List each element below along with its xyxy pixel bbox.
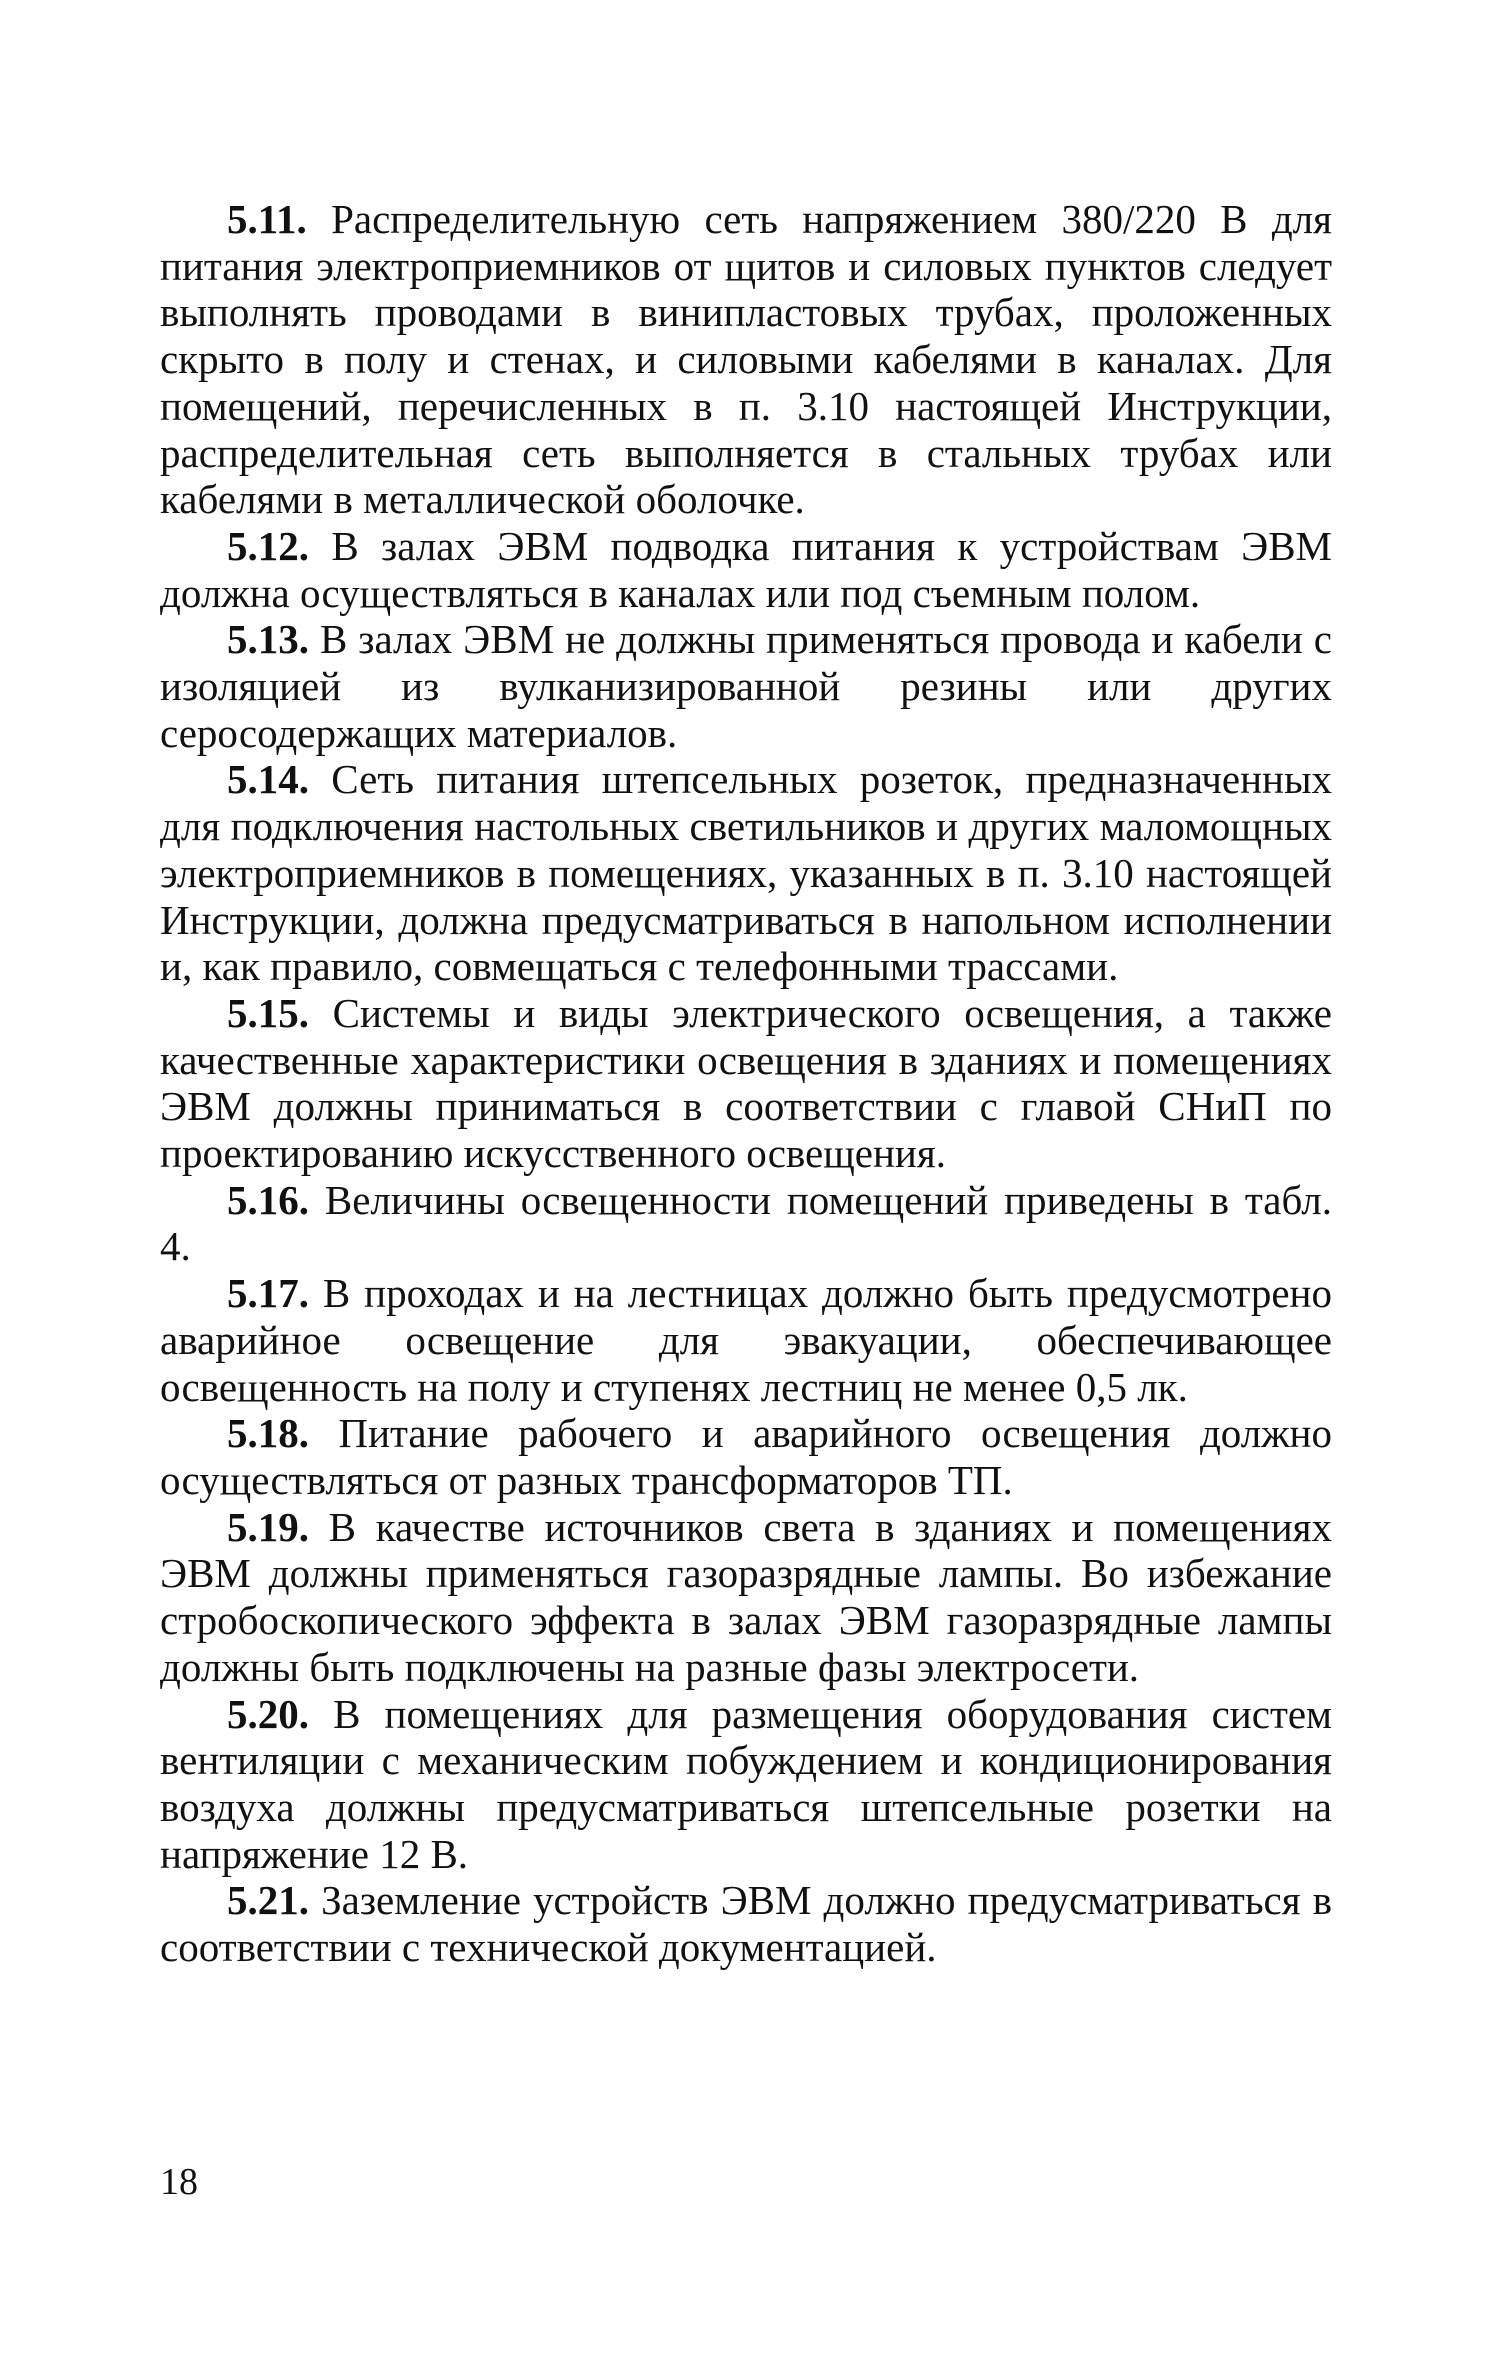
paragraph-5-20 (160, 1691, 1332, 1878)
paragraph-5-16 (160, 1177, 1332, 1270)
paragraph-5-18 (160, 1410, 1332, 1503)
paragraph-text: Заземление устройств ЭВМ должно предусматриваться в соответствии с технической документацией. (160, 1877, 1332, 1971)
paragraph-number: 5.15. (227, 989, 309, 1036)
paragraph-text: Питание рабочего и аварийного освещения должно осуществляться от разных трансформаторов ТП. (160, 1410, 1332, 1503)
body-text (160, 196, 1332, 1971)
paragraph-text: В залах ЭВМ не должны применяться провода и кабели с изоляцией из вулканизированной резины или других серосодержащих материалов. (160, 616, 1332, 756)
paragraph-number: 5.21. (227, 1877, 309, 1924)
paragraph-number: 5.17. (227, 1270, 309, 1317)
paragraph-text: Системы и виды электрического освещения, а также качественные характеристики освещения в зданиях и помещениях ЭВМ должны приниматься в соответствии с главой СНиП по проектированию искусственного освещения. (160, 989, 1332, 1177)
paragraph-5-14 (160, 756, 1332, 990)
paragraph-number: 5.20. (227, 1690, 309, 1737)
paragraph-text: В залах ЭВМ подводка питания к устройствам ЭВМ должна осуществляться в каналах или под съемным полом. (160, 522, 1332, 616)
paragraph-text: Сеть питания штепсельных розеток, предназначенных для подключения настольных светильников и других маломощных электроприемников в помещениях, указанных в п. 3.10 настоящей Инструкции, должна предусматриваться в напольном исполнении и, как правило, совмещаться с телефонными трассами. (160, 756, 1332, 990)
paragraph-number: 5.13. (227, 616, 309, 663)
paragraph-number: 5.11. (227, 196, 307, 242)
paragraph-text: В качестве источников света в зданиях и помещениях ЭВМ должны применяться газоразрядные лампы. Во избежание стробоскопического эффекта в залах ЭВМ газоразрядные лампы должны быть подключены на разные фазы электросети. (160, 1503, 1332, 1690)
paragraph-number: 5.12. (227, 522, 309, 569)
paragraph-text: В проходах и на лестницах должно быть предусмотрено аварийное освещение для эвакуации, обеспечивающее освещенность на полу и ступенях лестниц не менее 0,5 лк. (160, 1270, 1333, 1410)
paragraph-5-11 (160, 196, 1332, 523)
paragraph-5-19 (160, 1504, 1332, 1691)
paragraph-text: Распределительную сеть напряжением 380/220 В для питания электроприемников от щитов и силовых пунктов следует выполнять проводами в винипластовых трубах, проложенных скрыто в полу и стенах, и силовыми кабелями в каналах. Для помещений, перечисленных в п. 3.10 настоящей Инструкции, распределительная сеть выполняется в стальных трубах или кабелями в металлической оболочке. (160, 196, 1332, 523)
paragraph-5-21 (160, 1877, 1332, 1970)
paragraph-text: Величины освещенности помещений приведены в табл. 4. (160, 1176, 1333, 1270)
paragraph-number: 5.16. (227, 1176, 309, 1223)
paragraph-5-17 (160, 1270, 1332, 1410)
paragraph-number: 5.18. (227, 1410, 309, 1457)
paragraph-5-15 (160, 990, 1332, 1177)
paragraph-number: 5.14. (227, 756, 309, 803)
paragraph-text: В помещениях для размещения оборудования систем вентиляции с механическим побуждением и кондиционирования воздуха должны предусматриваться штепсельные розетки на напряжение 12 В. (160, 1690, 1332, 1877)
paragraph-number: 5.19. (227, 1503, 309, 1550)
page-number: 18 (160, 2161, 198, 2203)
paragraph-5-12 (160, 523, 1332, 616)
paragraph-5-13 (160, 616, 1332, 756)
